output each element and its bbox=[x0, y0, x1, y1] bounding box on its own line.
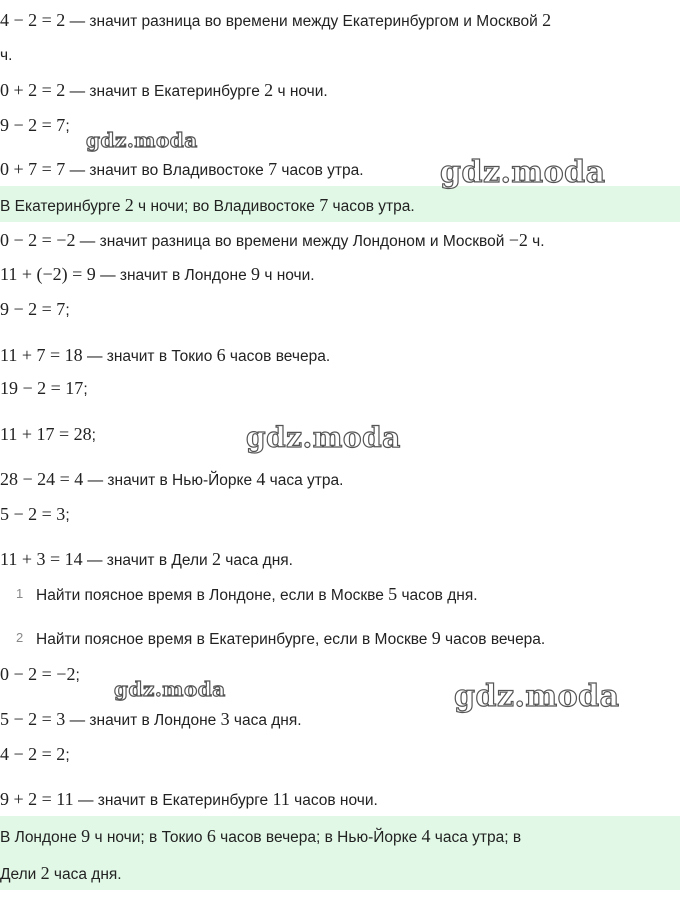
text-line: ч. bbox=[0, 47, 13, 64]
text-line: 0 + 7 = 7 — значит во Владивостоке 7 часов утра. bbox=[0, 159, 364, 179]
text-line: 0 + 2 = 2 — значит в Екатеринбурге 2 ч ночи. bbox=[0, 80, 328, 100]
text-line: 4 − 2 = 2; bbox=[0, 744, 70, 764]
text-line: 9 − 2 = 7; bbox=[0, 115, 70, 135]
watermark: gdz.moda bbox=[86, 128, 198, 152]
text-line: 28 − 24 = 4 — значит в Нью-Йорке 4 часа утра. bbox=[0, 469, 344, 489]
question-text: Найти поясное время в Екатеринбурге, если в Москве 9 часов вечера. bbox=[36, 628, 546, 648]
answer-text: В Екатеринбурге 2 ч ночи; во Владивостоке 7 часов утра. bbox=[0, 195, 415, 215]
watermark: gdz.moda bbox=[114, 677, 226, 701]
text-line: 5 − 2 = 3 — значит в Лондоне 3 часа дня. bbox=[0, 709, 302, 729]
question-number: 2 bbox=[16, 630, 24, 645]
text-line: 4 − 2 = 2 — значит разница во времени между Екатеринбургом и Москвой 2 bbox=[0, 10, 552, 30]
text-line: 11 + 3 = 14 — значит в Дели 2 часа дня. bbox=[0, 549, 293, 569]
text-line: 0 − 2 = −2; bbox=[0, 664, 80, 684]
watermark: gdz.moda bbox=[246, 421, 401, 454]
text-line: 5 − 2 = 3; bbox=[0, 504, 70, 524]
text-line: 11 + 17 = 28; bbox=[0, 424, 96, 444]
text-line: 11 + 7 = 18 — значит в Токио 6 часов вечера. bbox=[0, 345, 331, 365]
text-line: 19 − 2 = 17; bbox=[0, 378, 88, 398]
question-text: Найти поясное время в Лондоне, если в Москве 5 часов дня. bbox=[36, 584, 478, 604]
watermark: gdz.moda bbox=[454, 679, 620, 714]
answer-text: В Лондоне 9 ч ночи; в Токио 6 часов вечера; в Нью-Йорке 4 часа утра; в bbox=[0, 826, 522, 846]
question-number: 1 bbox=[16, 586, 24, 601]
text-line: 9 + 2 = 11 — значит в Екатеринбурге 11 часов ночи. bbox=[0, 789, 378, 809]
answer-text: Дели 2 часа дня. bbox=[0, 863, 122, 883]
watermark: gdz.moda bbox=[440, 155, 606, 190]
text-line: 9 − 2 = 7; bbox=[0, 299, 70, 319]
text-line: 11 + (−2) = 9 — значит в Лондоне 9 ч ночи. bbox=[0, 264, 315, 284]
text-line: 0 − 2 = −2 — значит разница во времени между Лондоном и Москвой −2 ч. bbox=[0, 230, 545, 250]
